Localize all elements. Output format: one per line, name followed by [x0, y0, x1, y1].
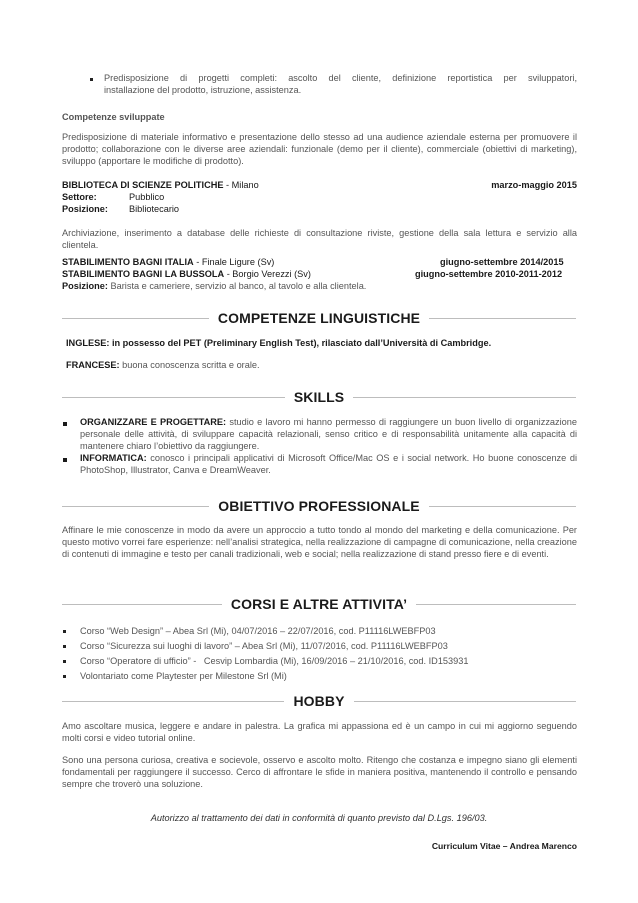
- heading-rule: [429, 318, 576, 319]
- stabilimento-1-employer: STABILIMENTO BAGNI ITALIA: [62, 257, 194, 267]
- posizione-value: Bibliotecario: [129, 204, 180, 214]
- skill-bullet-1: [63, 422, 67, 426]
- settore-value: Pubblico: [129, 192, 165, 202]
- heading-lingue: COMPETENZE LINGUISTICHE: [217, 310, 421, 326]
- francese-label: FRANCESE:: [66, 360, 120, 370]
- corso-item-4: Volontariato come Playtester per Milestone Srl (Mi): [80, 671, 287, 681]
- biblioteca-date: marzo-maggio 2015: [491, 180, 577, 190]
- skill-2-label: INFORMATICA:: [80, 453, 147, 463]
- section-heading-hobby: [62, 691, 576, 711]
- biblioteca-header: [62, 179, 577, 191]
- lingue-inglese: INGLESE: in possesso del PET (Preliminary English Test), rilasciato dall’Università di Cambridge.: [66, 338, 492, 348]
- stabilimenti-posizione: [62, 280, 577, 292]
- corso-item-1: Corso “Web Design” – Abea Srl (Mi), 04/07/2016 – 22/07/2016, cod. P11116LWEBFP03: [80, 626, 436, 636]
- biblioteca-settore: [62, 191, 164, 203]
- skill-2-text: conosco i principali applicativi di Microsoft Office/Mac OS e i social network. Ho buone conoscenze di PhotoShop, Illustrator, Canva e DreamWeaver.: [80, 453, 577, 475]
- stabilimento-1-city: - Finale Ligure (Sv): [193, 257, 275, 267]
- heading-obiettivo: OBIETTIVO PROFESSIONALE: [218, 498, 420, 514]
- corso-bullet: [63, 660, 66, 663]
- heading-rule: [429, 506, 576, 507]
- top-bullet-line2: installazione del prodotto, istruzione, assistenza.: [104, 85, 302, 95]
- skill-1-label: ORGANIZZARE E PROGETTARE:: [80, 417, 227, 427]
- corso-bullet: [63, 675, 66, 678]
- hobby-paragraph-1: Amo ascoltare musica, leggere e andare in palestra. La grafica mi appassiona ed è un campo in cui mi aggiorno seguendo molti corsi e video tutorial online.: [62, 721, 577, 743]
- section-heading-lingue: [62, 308, 576, 328]
- top-bullet-text: [104, 72, 577, 96]
- hobby-paragraph-2: Sono una persona curiosa, creativa e socievole, osservo e ascolto molto. Ritengo che costanza e impegno siano gli elementi fondamentali per raggiungere il successo. Cerco di affrontare le sfide in maniera positiva, mantenendo il controllo e pensando sempre che troverò una soluzione.: [62, 755, 577, 789]
- heading-rule: [62, 506, 209, 507]
- stabilimento-2-date: giugno-settembre 2010-2011-2012: [415, 269, 563, 279]
- francese-value: buona conoscenza scritta e orale.: [119, 360, 260, 370]
- heading-corsi: CORSI E ALTRE ATTIVITA’: [230, 596, 408, 612]
- stabilimento-2-city: - Borgio Verezzi (Sv): [224, 269, 311, 279]
- skill-bullet-2: [63, 458, 67, 462]
- settore-label: Settore:: [62, 192, 97, 202]
- lingue-francese: [66, 359, 576, 371]
- heading-rule: [354, 701, 576, 702]
- biblioteca-employer: BIBLIOTECA DI SCIENZE POLITICHE: [62, 180, 224, 190]
- section-heading-obiettivo: [62, 496, 576, 516]
- skill-1-text: studio e lavoro mi hanno permesso di raggiungere un buon livello di organizzazione personale delle attività, di sviluppare capacità relazionali, senso critico e di responsabilità unitamente alla capacità di mantenere chiaro l’obiettivo da raggiungere.: [80, 417, 577, 451]
- biblioteca-description: Archiviazione, inserimento a database delle richieste di consultazione riviste, gestione della sala lettura e servizio alla clientela.: [62, 228, 577, 250]
- biblioteca-city: - Milano: [223, 180, 259, 190]
- stabilimento-2-employer: STABILIMENTO BAGNI LA BUSSOLA: [62, 269, 225, 279]
- heading-rule: [62, 318, 209, 319]
- corso-bullet: [63, 645, 66, 648]
- biblioteca-posizione: [62, 203, 179, 215]
- competenze-sviluppate-text: Predisposizione di materiale informativo e presentazione dello stesso ad una audience aziendale esterna per promuovere il prodotto; collaborazione con le diverse aree aziendali: funzionale (demo per il cliente), commerciale (obiettivi di marketing), sviluppo (apportare le modifiche di prodotto).: [62, 132, 577, 166]
- competenze-sviluppate-title: Competenze sviluppate: [62, 112, 165, 122]
- section-heading-skills: [62, 387, 576, 407]
- stabilimento-1-date: giugno-settembre 2014/2015: [440, 257, 564, 267]
- heading-rule: [62, 701, 284, 702]
- posizione-label: Posizione:: [62, 204, 108, 214]
- skill-item-2: [80, 452, 577, 476]
- stabilimenti-posizione-value: Barista e cameriere, servizio al banco, al tavolo e alla clientela.: [107, 281, 367, 291]
- heading-rule: [62, 397, 285, 398]
- stabilimento-1: [62, 256, 577, 268]
- corso-item-3: Corso “Operatore di ufficio” - Cesvip Lombardia (Mi), 16/09/2016 – 21/10/2016, cod. ID153931: [80, 656, 469, 666]
- heading-rule: [416, 604, 576, 605]
- heading-skills: SKILLS: [293, 389, 345, 405]
- heading-rule: [353, 397, 576, 398]
- footer-signature: Curriculum Vitae – Andrea Marenco: [431, 841, 577, 851]
- privacy-notice: Autorizzo al trattamento dei dati in conformità di quanto previsto dal D.Lgs. 196/03.: [150, 813, 488, 823]
- stabilimenti-posizione-label: Posizione:: [62, 281, 108, 291]
- corso-bullet: [63, 630, 66, 633]
- heading-hobby: HOBBY: [293, 693, 345, 709]
- stabilimento-2: [62, 268, 577, 280]
- bullet-marker: [90, 78, 93, 81]
- heading-rule: [62, 604, 222, 605]
- top-bullet-line1: Predisposizione di progetti completi: ascolto del cliente, definizione reportistica per sviluppatori,: [104, 73, 577, 83]
- section-heading-corsi: [62, 594, 576, 614]
- skill-item-1: [80, 416, 577, 452]
- obiettivo-text: Affinare le mie conoscenze in modo da avere un approccio a tutto tondo al mondo del marketing e della comunicazione. Per questo motivo vorrei fare esperienze: nell’analisi strategica, nella realizzazione di campagne di comunicazione, nella creazione di contenuti di immagine e testo per canali tradizionali, web e social; nella realizzazione di stand presso fiere e di eventi.: [62, 525, 577, 559]
- corso-item-2: Corso “Sicurezza sui luoghi di lavoro” – Abea Srl (Mi), 11/07/2016, cod. P11116LWEBFP03: [80, 641, 448, 651]
